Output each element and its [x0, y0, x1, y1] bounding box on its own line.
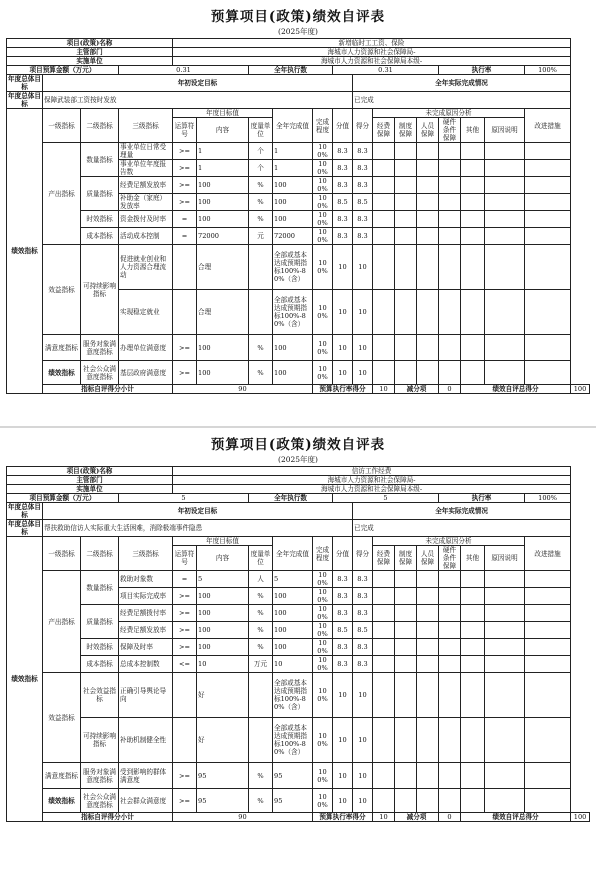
total-label: 绩效自评总得分 — [461, 813, 571, 822]
unit-cell: % — [249, 639, 273, 656]
table-row — [7, 361, 590, 385]
budget-score-value: 10 — [373, 813, 395, 822]
table-row — [7, 605, 590, 622]
indicator-name: 办理单位满意度 — [119, 335, 173, 361]
perf-indicator-label: 绩效指标 — [7, 537, 43, 822]
operator-header: 运算符号 — [173, 546, 197, 571]
reason-other-header: 其他 — [461, 546, 485, 571]
value-cell: 10 — [333, 789, 353, 813]
unit-cell: % — [249, 588, 273, 605]
budget-score-label: 预算执行率得分 — [313, 385, 373, 394]
exec-rate-value: 100% — [525, 494, 571, 503]
total-value: 100 — [571, 385, 590, 394]
unit-cell: 元 — [249, 228, 273, 245]
public-satisfaction-cell: 社会公众满意度指标 — [81, 789, 119, 813]
score-cell: 10 — [353, 335, 373, 361]
exec-total-value: 0.31 — [333, 66, 439, 75]
unit-cell: % — [249, 177, 273, 194]
evaluation-table — [6, 466, 590, 822]
value-cell: 8.3 — [333, 177, 353, 194]
score-cell: 8.3 — [353, 588, 373, 605]
content-cell: 好 — [197, 718, 249, 763]
value-cell: 8.3 — [333, 656, 353, 673]
degree-cell: 100% — [313, 143, 333, 160]
page-separator — [0, 426, 596, 428]
unit-cell: % — [249, 622, 273, 639]
value-cell: 8.3 — [333, 160, 353, 177]
degree-cell: 100% — [313, 160, 333, 177]
indicator-name: 实现稳定就业 — [119, 290, 173, 335]
completion-text: 已完成 — [353, 520, 571, 537]
degree-cell: 100% — [313, 361, 333, 385]
satisfaction-indicator-cell: 满意度指标 — [43, 335, 81, 361]
timeliness-indicator-cell: 时效指标 — [81, 211, 119, 228]
operator-cell — [173, 718, 197, 763]
service-satisfaction-cell: 服务对象满意度指标 — [81, 763, 119, 789]
public-satisfaction-cell: 社会公众满意度指标 — [81, 361, 119, 385]
cost-indicator-cell: 成本指标 — [81, 228, 119, 245]
table-row — [7, 656, 590, 673]
timeliness-indicator-cell: 时效指标 — [81, 639, 119, 656]
full-cell: 全部或基本达成预期指标100%-80%（含） — [273, 245, 313, 290]
unit-cell — [249, 673, 273, 718]
score-cell: 10 — [353, 718, 373, 763]
score-cell: 10 — [353, 245, 373, 290]
budget-value: 5 — [119, 494, 249, 503]
indicator-name: 资金拨付及时率 — [119, 211, 173, 228]
degree-cell: 100% — [313, 588, 333, 605]
table-row — [7, 718, 590, 763]
indicator-name: 总成本控制数 — [119, 656, 173, 673]
indicator-name: 经费足额发放率 — [119, 177, 173, 194]
impl-value: 海城市人力资源和社会保障局本级- — [173, 485, 571, 494]
quality-indicator-cell: 质量指标 — [81, 177, 119, 211]
budget-value: 0.31 — [119, 66, 249, 75]
operator-cell: >= — [173, 177, 197, 194]
deduct-label: 减分项 — [395, 385, 439, 394]
value-cell: 8.3 — [333, 588, 353, 605]
reasons-header: 未完成原因分析 — [373, 537, 525, 546]
operator-cell: <= — [173, 656, 197, 673]
degree-cell: 100% — [313, 763, 333, 789]
degree-cell: 100% — [313, 673, 333, 718]
content-cell: 100 — [197, 194, 249, 211]
score-cell: 8.3 — [353, 143, 373, 160]
value-cell: 10 — [333, 290, 353, 335]
sustainable-indicator-cell: 可持续影响指标 — [81, 245, 119, 335]
perf-indicator-label: 绩效指标 — [7, 109, 43, 394]
full-cell: 95 — [273, 763, 313, 789]
unit-cell: 人 — [249, 571, 273, 588]
full-cell: 100 — [273, 361, 313, 385]
full-cell: 1 — [273, 160, 313, 177]
goal-label-2: 年度总体目标 — [8, 92, 41, 108]
operator-cell: = — [173, 228, 197, 245]
full-cell: 100 — [273, 335, 313, 361]
deduct-value: 0 — [439, 385, 461, 394]
value-cell: 8.5 — [333, 622, 353, 639]
reason-funding-header: 经费保障 — [373, 546, 395, 571]
content-cell: 1 — [197, 160, 249, 177]
quantity-indicator-cell: 数量指标 — [81, 143, 119, 177]
project-name-label: 项目(政策)名称 — [7, 39, 173, 48]
operator-cell: >= — [173, 361, 197, 385]
reasons-header: 未完成原因分析 — [373, 109, 525, 118]
subtotal-value: 90 — [173, 813, 313, 822]
value-cell: 8.3 — [333, 571, 353, 588]
indicator-name: 正确引导舆论导向 — [119, 673, 173, 718]
table-row — [7, 211, 590, 228]
operator-cell: >= — [173, 194, 197, 211]
reason-other-header: 其他 — [461, 118, 485, 143]
completion-text: 已完成 — [353, 92, 571, 109]
indicator-name: 救助对象数 — [119, 571, 173, 588]
indicator-name: 社会群众满意度 — [119, 789, 173, 813]
full-cell: 100 — [273, 605, 313, 622]
unit-cell: 万元 — [249, 656, 273, 673]
score-value-header: 分值 — [333, 537, 353, 571]
content-cell: 100 — [197, 639, 249, 656]
subtotal-label: 指标自评得分小计 — [43, 813, 173, 822]
table-row — [7, 571, 590, 588]
content-cell: 100 — [197, 622, 249, 639]
exec-total-value: 5 — [333, 494, 439, 503]
budget-label: 项目预算金额（万元） — [7, 494, 119, 503]
project-name-value: 新增临时工工资、保险 — [173, 39, 571, 48]
content-cell: 100 — [197, 605, 249, 622]
reason-personnel-header: 人员保障 — [417, 118, 439, 143]
degree-cell: 100% — [313, 718, 333, 763]
dept-value: 海城市人力资源和社会保障局- — [173, 48, 571, 57]
operator-cell: >= — [173, 605, 197, 622]
indicator-name: 基层政府满意度 — [119, 361, 173, 385]
indicator-name: 经费足额发放率 — [119, 622, 173, 639]
social-benefit-cell: 社会效益指标 — [81, 673, 119, 718]
project-name-value: 信访工作经费 — [173, 467, 571, 476]
operator-cell — [173, 290, 197, 335]
unit-cell — [249, 290, 273, 335]
goal-label: 年度总体目标 — [8, 75, 41, 91]
full-cell: 5 — [273, 571, 313, 588]
score-cell: 8.5 — [353, 622, 373, 639]
score-cell: 8.5 — [353, 194, 373, 211]
reason-system-header: 制度保障 — [395, 546, 417, 571]
score-header: 得分 — [353, 537, 373, 571]
operator-cell: >= — [173, 789, 197, 813]
goal-text: 保障武装部工资按时发放 — [43, 92, 353, 109]
exec-total-label: 全年执行数 — [249, 66, 333, 75]
level2-header: 二级指标 — [81, 109, 119, 143]
level2-header: 二级指标 — [81, 537, 119, 571]
deduct-value: 0 — [439, 813, 461, 822]
operator-cell: = — [173, 211, 197, 228]
operator-cell: >= — [173, 143, 197, 160]
degree-cell: 100% — [313, 605, 333, 622]
operator-cell — [173, 245, 197, 290]
unit-cell: % — [249, 211, 273, 228]
content-cell: 72000 — [197, 228, 249, 245]
value-cell: 10 — [333, 335, 353, 361]
operator-cell: >= — [173, 763, 197, 789]
completion-header: 全年实际完成情况 — [353, 75, 571, 92]
score-cell: 8.3 — [353, 228, 373, 245]
satisfaction-indicator-cell: 满意度指标 — [43, 763, 81, 789]
degree-cell: 100% — [313, 290, 333, 335]
value-cell: 10 — [333, 673, 353, 718]
content-cell: 100 — [197, 335, 249, 361]
total-label: 绩效自评总得分 — [461, 385, 571, 394]
table-row — [7, 177, 590, 194]
degree-cell: 100% — [313, 571, 333, 588]
goal-label: 年度总体目标 — [8, 503, 41, 519]
operator-cell — [173, 673, 197, 718]
content-header: 内容 — [197, 118, 249, 143]
score-cell: 8.3 — [353, 160, 373, 177]
dept-label: 主管部门 — [7, 476, 173, 485]
degree-cell: 100% — [313, 177, 333, 194]
level1-header: 一级指标 — [43, 109, 81, 143]
project-name-label: 项目(政策)名称 — [7, 467, 173, 476]
sheet-title: 预算项目(政策)绩效自评表 — [210, 9, 386, 25]
operator-header: 运算符号 — [173, 118, 197, 143]
value-cell: 8.3 — [333, 211, 353, 228]
table-row — [7, 639, 590, 656]
score-cell: 8.3 — [353, 639, 373, 656]
unit-header: 度量单位 — [249, 118, 273, 143]
exec-rate-label: 执行率 — [439, 494, 525, 503]
score-cell: 8.3 — [353, 656, 373, 673]
table-row — [7, 228, 590, 245]
indicator-name: 事业单位日常受理量 — [119, 143, 173, 160]
self-evaluation-sheet-2 — [6, 436, 590, 822]
unit-cell — [249, 718, 273, 763]
degree-cell: 100% — [313, 639, 333, 656]
sheet-year: (2025年度) — [278, 27, 318, 36]
table-row — [7, 143, 590, 160]
indicator-name: 补助机制健全性 — [119, 718, 173, 763]
target-value-header: 年度目标值 — [173, 109, 273, 118]
score-cell: 10 — [353, 763, 373, 789]
unit-cell — [249, 245, 273, 290]
value-cell: 10 — [333, 245, 353, 290]
degree-cell: 100% — [313, 656, 333, 673]
exec-total-label: 全年执行数 — [249, 494, 333, 503]
indicator-name: 保障及时率 — [119, 639, 173, 656]
operator-cell: >= — [173, 335, 197, 361]
full-cell: 100 — [273, 211, 313, 228]
content-header: 内容 — [197, 546, 249, 571]
unit-cell: % — [249, 335, 273, 361]
full-cell: 100 — [273, 177, 313, 194]
initial-goal-header: 年初设定目标 — [43, 503, 353, 520]
content-cell: 100 — [197, 177, 249, 194]
budget-score-value: 10 — [373, 385, 395, 394]
impl-value: 海城市人力资源和社会保障局本级- — [173, 57, 571, 66]
unit-cell: 个 — [249, 160, 273, 177]
reason-hardware-header: 硬件条件保障 — [439, 546, 461, 571]
completion-header: 全年实际完成情况 — [353, 503, 571, 520]
content-cell: 1 — [197, 143, 249, 160]
target-value-header: 年度目标值 — [173, 537, 273, 546]
degree-cell: 100% — [313, 245, 333, 290]
level3-header: 三级指标 — [119, 537, 173, 571]
full-cell: 全部或基本达成预期指标100%-80%（含） — [273, 718, 313, 763]
score-cell: 8.3 — [353, 177, 373, 194]
content-cell: 100 — [197, 361, 249, 385]
level3-header: 三级指标 — [119, 109, 173, 143]
operator-cell: >= — [173, 588, 197, 605]
output-indicator-cell: 产出指标 — [43, 571, 81, 673]
score-cell: 8.3 — [353, 571, 373, 588]
full-cell: 95 — [273, 789, 313, 813]
improve-header: 改进措施 — [525, 109, 571, 143]
unit-cell: % — [249, 605, 273, 622]
table-row — [7, 335, 590, 361]
content-cell: 10 — [197, 656, 249, 673]
output-indicator-cell: 产出指标 — [43, 143, 81, 245]
score-value-header: 分值 — [333, 109, 353, 143]
indicator-name: 补助金（家庭）发放率 — [119, 194, 173, 211]
value-cell: 8.3 — [333, 143, 353, 160]
degree-cell: 100% — [313, 622, 333, 639]
table-row — [7, 673, 590, 718]
indicator-name: 项目实际完成率 — [119, 588, 173, 605]
goal-text: 帮扶救助信访人实际重大生活困难，消除极端事件隐患 — [43, 520, 353, 537]
score-cell: 10 — [353, 361, 373, 385]
evaluation-table — [6, 38, 590, 394]
value-cell: 8.3 — [333, 639, 353, 656]
degree-cell: 100% — [313, 194, 333, 211]
degree-cell: 100% — [313, 335, 333, 361]
reason-explain-header: 原因说明 — [485, 118, 525, 143]
full-cell: 全部或基本达成预期指标100%-80%（含） — [273, 673, 313, 718]
subtotal-label: 指标自评得分小计 — [43, 385, 173, 394]
unit-cell: % — [249, 361, 273, 385]
dept-label: 主管部门 — [7, 48, 173, 57]
reason-funding-header: 经费保障 — [373, 118, 395, 143]
quantity-indicator-cell: 数量指标 — [81, 571, 119, 605]
impl-label: 实施单位 — [7, 485, 173, 494]
degree-header: 完成程度 — [313, 537, 333, 571]
degree-cell: 100% — [313, 789, 333, 813]
subtotal-value: 90 — [173, 385, 313, 394]
operator-cell: >= — [173, 160, 197, 177]
score-header: 得分 — [353, 109, 373, 143]
full-cell: 72000 — [273, 228, 313, 245]
table-row — [7, 789, 590, 813]
value-cell: 8.5 — [333, 194, 353, 211]
self-evaluation-sheet-1 — [6, 8, 590, 394]
budget-score-label: 预算执行率得分 — [313, 813, 373, 822]
reason-system-header: 制度保障 — [395, 118, 417, 143]
unit-cell: 个 — [249, 143, 273, 160]
unit-cell: % — [249, 194, 273, 211]
unit-cell: % — [249, 789, 273, 813]
full-cell: 1 — [273, 143, 313, 160]
full-cell: 10 — [273, 656, 313, 673]
quality-indicator-cell: 质量指标 — [81, 605, 119, 639]
content-cell: 合理 — [197, 290, 249, 335]
content-cell: 5 — [197, 571, 249, 588]
degree-cell: 100% — [313, 211, 333, 228]
benefit-indicator-cell: 效益指标 — [43, 245, 81, 335]
exec-rate-label: 执行率 — [439, 66, 525, 75]
sheet-year: (2025年度) — [278, 455, 318, 464]
sustainable-indicator-cell: 可持续影响指标 — [81, 718, 119, 763]
perf-indicator-label-2: 绩效指标 — [43, 789, 81, 813]
content-cell: 好 — [197, 673, 249, 718]
score-cell: 10 — [353, 290, 373, 335]
content-cell: 95 — [197, 789, 249, 813]
indicator-name: 事业单位年度报告数 — [119, 160, 173, 177]
full-cell: 100 — [273, 588, 313, 605]
level1-header: 一级指标 — [43, 537, 81, 571]
operator-cell: >= — [173, 622, 197, 639]
operator-cell: = — [173, 571, 197, 588]
value-cell: 8.3 — [333, 228, 353, 245]
cost-indicator-cell: 成本指标 — [81, 656, 119, 673]
full-year-header: 全年完成值 — [273, 109, 313, 143]
value-cell: 10 — [333, 763, 353, 789]
value-cell: 10 — [333, 361, 353, 385]
full-cell: 100 — [273, 639, 313, 656]
full-year-header: 全年完成值 — [273, 537, 313, 571]
score-cell: 8.3 — [353, 605, 373, 622]
indicator-name: 活动成本控制 — [119, 228, 173, 245]
table-row — [7, 245, 590, 290]
initial-goal-header: 年初设定目标 — [43, 75, 353, 92]
reason-hardware-header: 硬件条件保障 — [439, 118, 461, 143]
benefit-indicator-cell: 效益指标 — [43, 673, 81, 763]
goal-label-2: 年度总体目标 — [8, 520, 41, 536]
score-cell: 10 — [353, 789, 373, 813]
sheet-title: 预算项目(政策)绩效自评表 — [210, 437, 386, 453]
perf-indicator-label-2: 绩效指标 — [43, 361, 81, 385]
score-cell: 10 — [353, 673, 373, 718]
budget-label: 项目预算金额（万元） — [7, 66, 119, 75]
score-cell: 8.3 — [353, 211, 373, 228]
degree-header: 完成程度 — [313, 109, 333, 143]
full-cell: 全部或基本达成预期指标100%-80%（含） — [273, 290, 313, 335]
reason-personnel-header: 人员保障 — [417, 546, 439, 571]
value-cell: 8.3 — [333, 605, 353, 622]
unit-cell: % — [249, 763, 273, 789]
operator-cell: >= — [173, 639, 197, 656]
content-cell: 100 — [197, 588, 249, 605]
full-cell: 100 — [273, 194, 313, 211]
impl-label: 实施单位 — [7, 57, 173, 66]
table-row — [7, 763, 590, 789]
service-satisfaction-cell: 服务对象满意度指标 — [81, 335, 119, 361]
exec-rate-value: 100% — [525, 66, 571, 75]
unit-header: 度量单位 — [249, 546, 273, 571]
improve-header: 改进措施 — [525, 537, 571, 571]
full-cell: 100 — [273, 622, 313, 639]
indicator-name: 促进就业创业和人力资源合理流动 — [119, 245, 173, 290]
reason-explain-header: 原因说明 — [485, 546, 525, 571]
content-cell: 95 — [197, 763, 249, 789]
content-cell: 合理 — [197, 245, 249, 290]
indicator-name: 经费足额拨付率 — [119, 605, 173, 622]
deduct-label: 减分项 — [395, 813, 439, 822]
indicator-name: 受到影响的群体满意度 — [119, 763, 173, 789]
content-cell: 100 — [197, 211, 249, 228]
dept-value: 海城市人力资源和社会保障局- — [173, 476, 571, 485]
total-value: 100 — [571, 813, 590, 822]
value-cell: 10 — [333, 718, 353, 763]
degree-cell: 100% — [313, 228, 333, 245]
